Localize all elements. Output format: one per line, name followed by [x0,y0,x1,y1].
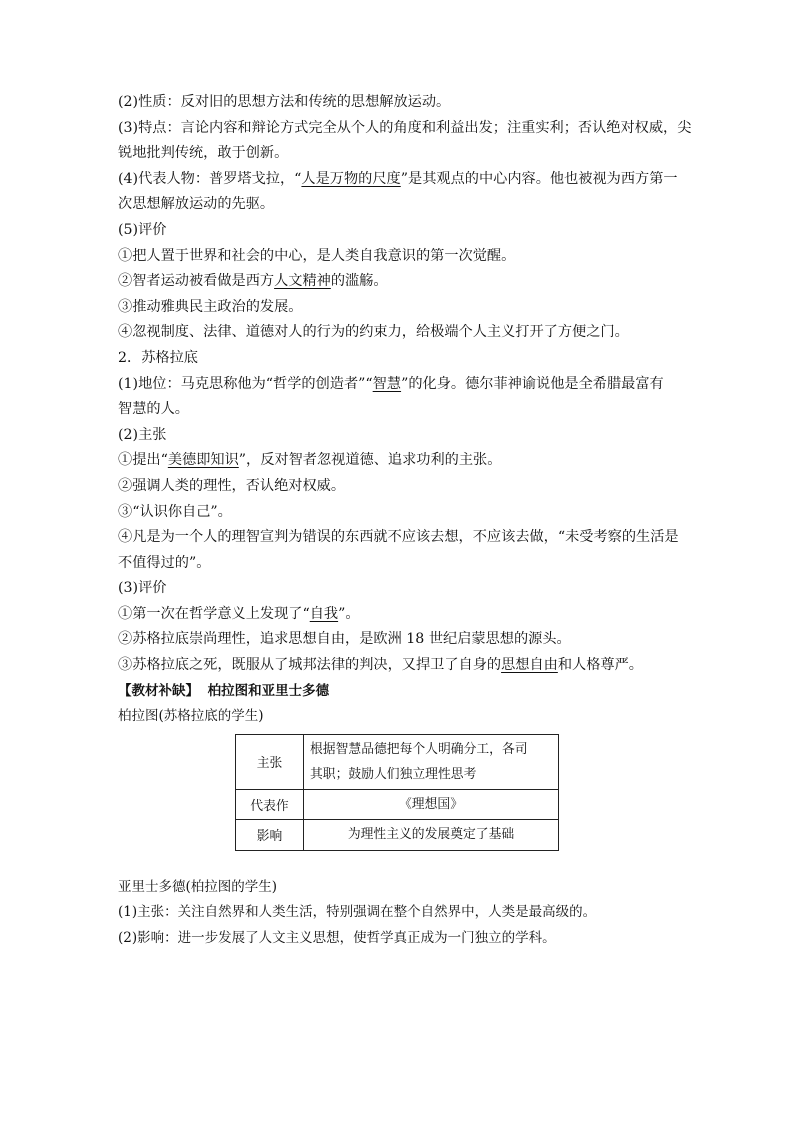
plato-heading: 柏拉图(苏格拉底的学生) [118,708,264,725]
socrates-claim-4-line1: ④凡是为一个人的理智宣判为错误的东西就不应该去想，不应该去做，“未受考察的生活是 [118,529,679,546]
socrates-claims-title: (2)主张 [118,426,167,443]
row1-line1: 根据智慧品德把每个人明确分工，各司 [310,741,528,757]
seval1-post: ”。 [338,605,360,622]
table-cell-label: 影响 [236,819,304,850]
seval1-pre: ①第一次在哲学意义上发现了“ [118,605,310,622]
rep-underlined: 人是万物的尺度 [301,170,401,187]
socrates-eval-2: ②苏格拉底崇尚理性，追求思想自由，是欧洲 18 世纪启蒙思想的源头。 [118,631,571,648]
sophists-eval-1: ①把人置于世界和社会的中心，是人类自我意识的第一次觉醒。 [118,247,516,264]
socrates-claim-2: ②强调人类的理性，否认绝对权威。 [118,477,346,494]
table-cell-label: 主张 [236,734,304,789]
claim1-pre: ①提出“ [118,452,168,469]
status-post: ”的化身。德尔菲神谕说他是全希腊最富有 [401,375,664,392]
claim1-underlined: 美德即知识 [167,452,239,469]
aristotle-heading: 亚里士多德(柏拉图的学生) [118,878,278,895]
socrates-status-line2: 智慧的人。 [118,401,189,418]
socrates-eval-title: (3)评价 [118,580,167,597]
eval2-pre: ②智者运动被看做是西方 [118,273,275,290]
table-cell-value: 《理想国》 [304,789,559,819]
table-row [236,734,559,789]
sophists-features-line2: 锐地批判传统，敢于创新。 [118,145,289,162]
eval2-underlined: 人文精神 [274,273,331,290]
eval2-post: 的滥觞。 [330,273,388,290]
supplement-tag: 【教材补缺】 [118,682,199,699]
rep-text-post: ”是其观点的中心内容。他也被视为西方第一 [400,170,678,187]
sophists-eval-3: ③推动雅典民主政治的发展。 [118,298,303,315]
document-page [118,90,692,952]
sophists-eval-4: ④忽视制度、法律、道德对人的行为的约束力，给极端个人主义打开了方便之门。 [118,324,629,341]
socrates-eval-1 [118,602,678,628]
plato-table-wrap [235,734,678,851]
socrates-eval-3 [118,653,678,679]
status-pre: (1)地位：马克思称他为“哲学的创造者”“ [118,375,373,392]
seval3-underlined: 思想自由 [501,657,558,674]
supplement-title: 柏拉图和亚里士多德 [207,682,330,699]
row1-line2: 其职；鼓励人们独立理性思考 [310,766,477,782]
seval3-post: 和人格尊严。 [557,657,643,674]
sophists-nature: (2)性质：反对旧的思想方法和传统的思想解放运动。 [118,94,451,110]
aristotle-claim: (1)主张：关注自然界和人类生活，特别强调在整个自然界中，人类是最高级的。 [118,904,597,921]
supplement-heading [118,679,678,705]
table-row [236,789,559,819]
table-cell-value [304,734,559,789]
plato-table [235,734,559,851]
sophists-representative [118,167,678,193]
socrates-claim-3: ③“认识你自己”。 [118,503,232,520]
socrates-status [118,372,678,398]
aristotle-influence: (2)影响：进一步发展了人文主义思想，使哲学真正成为一门独立的学科。 [118,930,556,947]
table-row [236,819,559,850]
status-underlined: 智慧 [372,375,402,392]
table-cell-value: 为理性主义的发展奠定了基础 [304,819,559,850]
socrates-heading: 2．苏格拉底 [118,349,198,366]
table-cell-label: 代表作 [236,789,304,819]
sophists-eval-2 [118,269,678,295]
socrates-claim-1 [118,448,678,474]
sophists-features-line1: (3)特点：言论内容和辩论方式完全从个人的角度和利益出发；注重实利；否认绝对权威，尖 [118,119,692,136]
rep-text-pre: (4)代表人物：普罗塔戈拉，“ [118,170,302,187]
sophists-representative-line2: 次思想解放运动的先驱。 [118,196,275,213]
socrates-claim-4-line2: 不值得过的”。 [118,554,211,571]
seval1-underlined: 自我 [309,605,339,622]
seval3-pre: ③苏格拉底之死，既服从了城邦法律的判决，又捍卫了自身的 [118,657,502,674]
sophists-eval-title: (5)评价 [118,221,167,238]
claim1-post: ”，反对智者忽视道德、追求功利的主张。 [238,452,502,469]
